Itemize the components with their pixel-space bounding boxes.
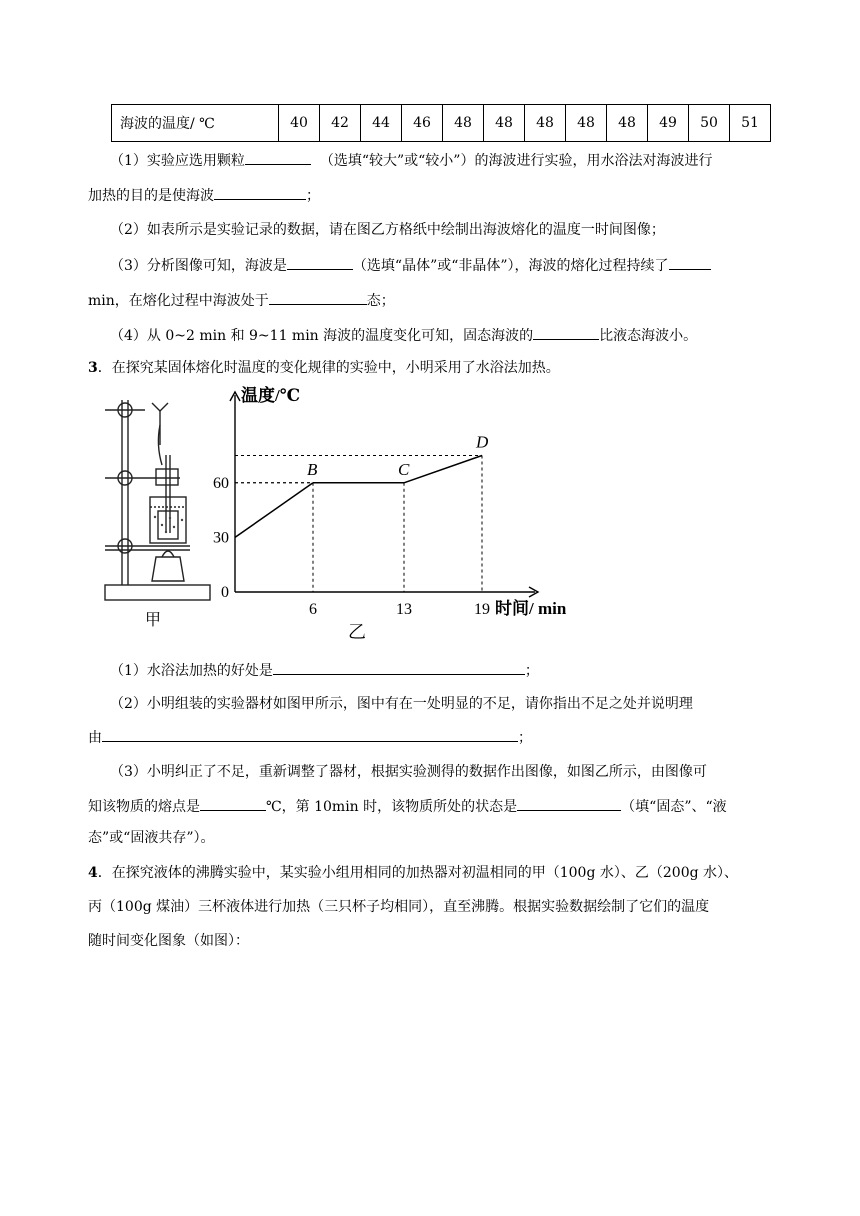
answer-blank[interactable]: [269, 290, 367, 305]
point-label-C: C: [398, 459, 410, 479]
thermometer-clamp: [152, 403, 168, 411]
q3-s3b-text: 知该物质的熔点是: [88, 799, 200, 815]
answer-blank[interactable]: [273, 660, 525, 675]
answer-blank[interactable]: [214, 185, 306, 200]
x-tick-label: 19: [474, 601, 490, 618]
q3-part3-line2: [88, 796, 727, 817]
q3-part3-line1: [110, 762, 707, 782]
table-cell: 48: [607, 105, 648, 142]
answer-blank[interactable]: [517, 796, 621, 811]
table-cell: 48: [525, 105, 566, 142]
q4-line2: [88, 897, 709, 917]
table-cell: 44: [361, 105, 402, 142]
x-axis-label: 时间/ min: [495, 599, 567, 618]
alcohol-lamp: [152, 557, 184, 581]
q2-p4b-text: 比液态海波小。: [599, 328, 698, 344]
stand-base: [105, 585, 210, 600]
table-cell: 48: [484, 105, 525, 142]
question-number: 4: [88, 865, 98, 881]
q3-s2b-text: 由: [88, 730, 102, 746]
q3-s3a-text: （3）小明纠正了不足，重新调整了器材，根据实验测得的数据作出图像，如图乙所示，由图像可: [110, 764, 707, 780]
q3-part2-line1: [110, 694, 693, 714]
q3-part1: [110, 660, 539, 681]
answer-blank[interactable]: [669, 255, 711, 270]
q2-part3-line1: [110, 255, 711, 276]
table-cell: 48: [566, 105, 607, 142]
q3-s2c-text: ；: [518, 730, 532, 746]
table-cell: 46: [402, 105, 443, 142]
q3-s2a-text: （2）小明组装的实验器材如图甲所示，图中有在一处明显的不足，请你指出不足之处并说明理: [110, 696, 693, 712]
y-axis-label: 温度/℃: [241, 386, 301, 405]
q3-stem: [88, 358, 560, 378]
table-row: [112, 105, 771, 142]
q4-l2-text: 丙（100g 煤油）三杯液体进行加热（三只杯子均相同），直至沸腾。根据实验数据绘制了它们的温度: [88, 899, 710, 915]
answer-blank[interactable]: [533, 325, 599, 340]
answer-blank[interactable]: [245, 150, 311, 165]
q4-line1: [88, 863, 738, 883]
q3-s3c-text: ℃，第 10min 时，该物质所处的状态是: [266, 799, 518, 815]
y-tick-label: 0: [221, 584, 229, 601]
table-cell: 48: [443, 105, 484, 142]
q2-p1a-text: （1）实验应选用颗粒: [110, 153, 245, 169]
answer-blank[interactable]: [287, 255, 353, 270]
figure-label-yi: 乙: [348, 622, 366, 642]
temperature-time-chart: [205, 385, 585, 645]
series-segment: [235, 483, 313, 538]
table-cell: 49: [648, 105, 689, 142]
q4-l3-text: 随时间变化图象（如图）：: [88, 933, 249, 949]
table-cell: 40: [279, 105, 320, 142]
q2-p3b-text: （选填“晶体”或“非晶体”），海波的熔化过程持续了: [352, 258, 669, 274]
q3-part3-line3: [88, 828, 214, 848]
q3-s3d-text: （填“固态”、“液: [621, 799, 727, 815]
q3-s1a-text: （1）水浴法加热的好处是: [110, 663, 273, 679]
table-header-cell: 海波的温度/ ℃: [112, 105, 279, 142]
q3-stem-text: ．在探究某固体熔化时温度的变化规律的实验中，小明采用了水浴法加热。: [97, 360, 560, 376]
temperature-table: [111, 104, 771, 142]
q2-part1-line2: [88, 185, 320, 206]
answer-blank[interactable]: [200, 796, 266, 811]
x-tick-label: 13: [396, 601, 412, 618]
y-tick-label: 30: [213, 529, 229, 547]
q2-p2-text: （2）如表所示是实验记录的数据，请在图乙方格纸中绘制出海波熔化的温度一时间图像；: [110, 222, 665, 238]
q2-part4: [110, 325, 697, 346]
q2-p1d-text: ；: [306, 188, 320, 204]
q4-l1-text: ．在探究液体的沸腾实验中，某实验小组用相同的加热器对初温相同的甲（100g 水）、乙（200g 水）、: [97, 865, 739, 881]
point-label-D: D: [476, 432, 489, 452]
answer-blank[interactable]: [102, 727, 518, 742]
q2-p3a-text: （3）分析图像可知，海波是: [110, 258, 287, 274]
q2-p3c-text: min，在熔化过程中海波处于: [88, 293, 269, 309]
table-cell: 50: [689, 105, 730, 142]
beaker: [150, 497, 186, 543]
q2-part1-line1: [110, 150, 712, 171]
q3-s1b-text: ；: [524, 663, 539, 679]
table-cell: 42: [320, 105, 361, 142]
series-segment: [404, 456, 482, 483]
q2-part2: [110, 220, 665, 240]
figure-label-jia: 甲: [145, 612, 162, 629]
q2-p4a-text: （4）从 0~2 min 和 9~11 min 海波的温度变化可知，固态海波的: [110, 328, 534, 344]
q3-part2-line2: [88, 727, 532, 748]
question-number: 3: [88, 360, 98, 376]
x-tick-label: 6: [309, 601, 317, 618]
q2-p1b-text: （选填“较大”或“较小”）的海波进行实验，用水浴法对海波进行: [319, 153, 713, 169]
q2-p1c-text: 加热的目的是使海波: [88, 188, 214, 204]
point-label-B: B: [307, 459, 318, 479]
q2-p3d-text: 态；: [366, 293, 395, 309]
table-cell: 51: [730, 105, 771, 142]
q2-part3-line2: [88, 290, 395, 311]
y-tick-label: 60: [213, 474, 229, 492]
q3-s3e-text: 态”或“固液共存”）。: [88, 830, 215, 846]
q4-line3: [88, 931, 249, 951]
